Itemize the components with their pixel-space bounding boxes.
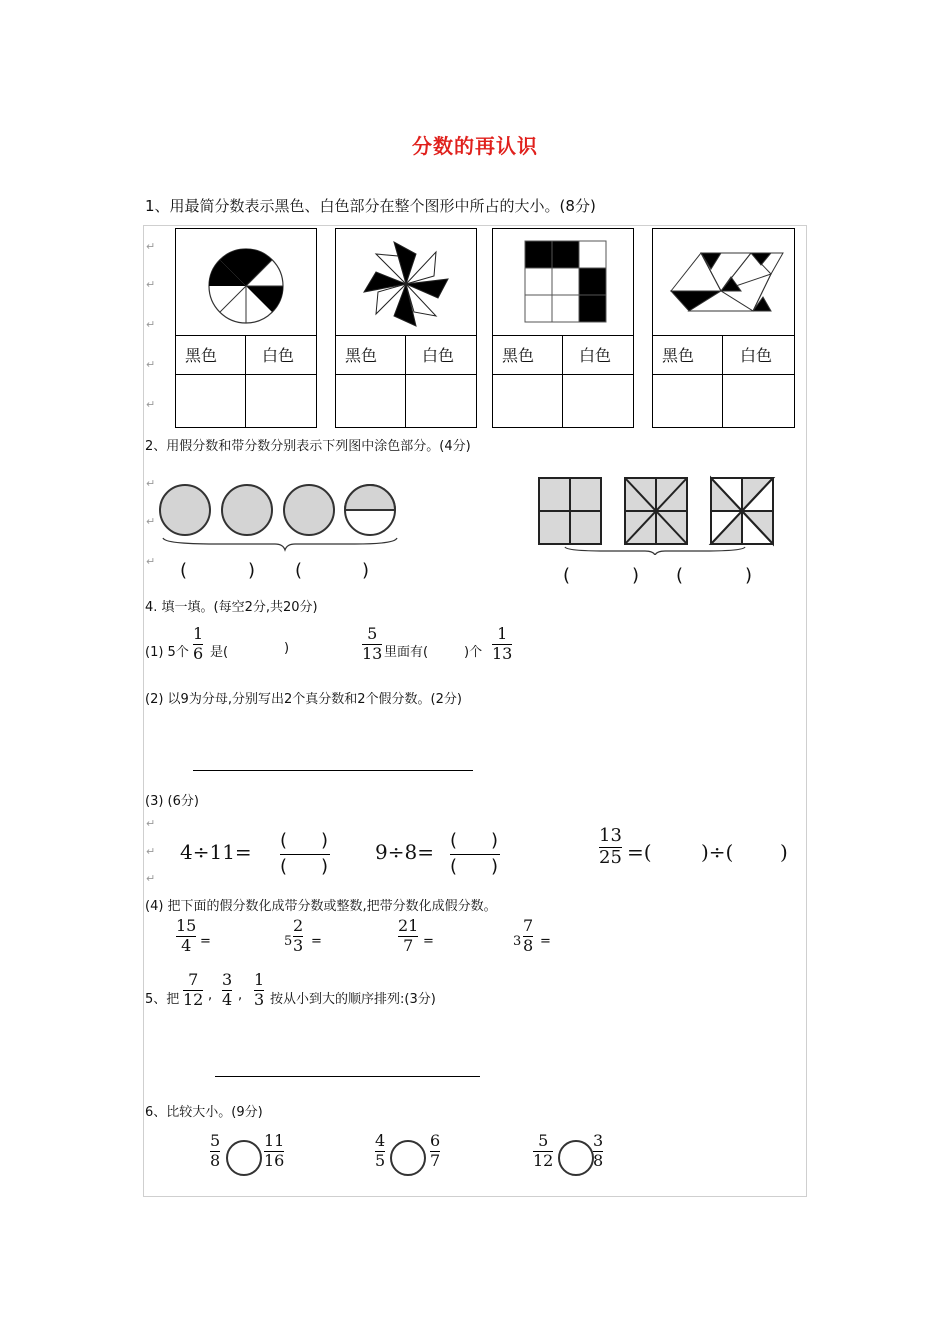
equals-sign: =: [423, 934, 434, 949]
return-mark: ↵: [146, 278, 156, 291]
question-5-text-b: 按从小到大的顺序排列:(3分): [270, 992, 436, 1007]
q4-part1-c: ): [284, 641, 290, 656]
equation-eq-paren: =(: [627, 840, 652, 864]
equals-sign: =: [311, 934, 322, 949]
fraction-5-8: 5 8: [210, 1131, 221, 1170]
blank-fraction-1[interactable]: ( ) ( ): [280, 830, 328, 877]
answer-cell-white-4[interactable]: [722, 374, 795, 428]
return-mark: ↵: [146, 817, 156, 830]
answer-paren-close: ): [745, 565, 753, 586]
mixed-5-2-3-whole: 5: [284, 934, 293, 949]
return-mark: ↵: [146, 872, 156, 885]
comma: ,: [238, 988, 243, 1003]
answer-line-part2[interactable]: [193, 770, 473, 771]
label-black: 黑色: [345, 346, 378, 365]
answer-cell-black-3[interactable]: [492, 374, 563, 428]
shaded-squares-figure: [535, 475, 780, 555]
fraction-5-12: 5 12: [533, 1131, 554, 1170]
blank-fraction-2[interactable]: ( ) ( ): [450, 830, 498, 877]
label-white: 白色: [740, 346, 773, 365]
return-mark: ↵: [146, 845, 156, 858]
figure-box-pinwheel: [335, 228, 477, 336]
answer-cell-black-2[interactable]: [335, 374, 406, 428]
label-white: 白色: [579, 346, 612, 365]
answer-cell-white-2[interactable]: [405, 374, 477, 428]
mixed-5-2-3-fraction: 2 3: [293, 916, 304, 955]
equation-4-div-11: 4÷11=: [180, 840, 252, 864]
answer-paren-close: ): [248, 560, 256, 581]
answer-line-q5[interactable]: [215, 1076, 480, 1077]
label-white: 白色: [422, 346, 455, 365]
segmented-circle-figure: [176, 229, 316, 335]
q4-part1-b: 是(: [210, 645, 229, 660]
fraction-13-25: 13 25: [599, 825, 622, 868]
q4-part4-text: (4) 把下面的假分数化成带分数或整数,把带分数化成假分数。: [145, 899, 497, 914]
answer-paren-open: (: [563, 565, 571, 586]
label-black: 黑色: [185, 346, 218, 365]
shaded-circles-figure: [155, 478, 415, 553]
mixed-3-7-8-fraction: 7 8: [523, 916, 534, 955]
return-mark: ↵: [146, 555, 156, 568]
figure-box-triangles: [652, 228, 795, 336]
pinwheel-figure: [336, 229, 476, 335]
fraction-4-5: 4 5: [375, 1131, 386, 1170]
comma: ,: [208, 988, 213, 1003]
compare-circle-1[interactable]: [226, 1140, 262, 1176]
label-black: 黑色: [502, 346, 535, 365]
return-mark: ↵: [146, 318, 156, 331]
q4-part2-text: (2) 以9为分母,分别写出2个真分数和2个假分数。(2分): [145, 692, 462, 707]
return-mark: ↵: [146, 240, 156, 253]
answer-paren-close: ): [632, 565, 640, 586]
q4-part1-e: )个: [464, 645, 483, 660]
return-mark: ↵: [146, 515, 156, 528]
equation-close-paren: ): [780, 840, 788, 864]
answer-cell-black-4[interactable]: [652, 374, 723, 428]
answer-paren-open: (: [676, 565, 684, 586]
answer-paren-open: (: [295, 560, 303, 581]
answer-paren-close: ): [362, 560, 370, 581]
answer-cell-black-1[interactable]: [175, 374, 246, 428]
q4-part1-a: (1) 5个: [145, 645, 189, 660]
fraction-21-7: 21 7: [398, 916, 419, 955]
question-1-text: 1、用最简分数表示黑色、白色部分在整个图形中所占的大小。(8分): [145, 197, 596, 215]
grid-figure: [493, 229, 633, 335]
question-4-text: 4. 填一填。(每空2分,共20分): [145, 600, 318, 615]
fraction-1-13: 1 13: [492, 624, 513, 663]
compare-circle-3[interactable]: [558, 1140, 594, 1176]
mixed-3-7-8-whole: 3: [513, 934, 522, 949]
return-mark: ↵: [146, 358, 156, 371]
return-mark: ↵: [146, 477, 156, 490]
q4-part3-text: (3) (6分): [145, 794, 199, 809]
fraction-1-3: 1 3: [254, 970, 265, 1009]
fraction-1-6: 1 6: [193, 624, 204, 663]
fraction-3-4: 3 4: [222, 970, 233, 1009]
label-white: 白色: [262, 346, 295, 365]
figure-box-circle: [175, 228, 317, 336]
q4-part1-d: 里面有(: [384, 645, 429, 660]
fraction-5-13: 5 13: [362, 624, 383, 663]
fraction-6-7: 6 7: [430, 1131, 441, 1170]
label-black: 黑色: [662, 346, 695, 365]
fraction-15-4: 15 4: [176, 916, 197, 955]
question-5-text-a: 5、把: [145, 992, 180, 1007]
page-title: 分数的再认识: [412, 134, 538, 158]
triangle-strip-figure: [653, 229, 794, 335]
fraction-11-16: 11 16: [264, 1131, 285, 1170]
question-6-text: 6、比较大小。(9分): [145, 1105, 263, 1120]
answer-cell-white-3[interactable]: [562, 374, 634, 428]
question-2-text: 2、用假分数和带分数分别表示下列图中涂色部分。(4分): [145, 439, 471, 454]
answer-cell-white-1[interactable]: [245, 374, 317, 428]
answer-paren-open: (: [180, 560, 188, 581]
fraction-7-12: 7 12: [183, 970, 204, 1009]
equation-div-paren: )÷(: [701, 840, 734, 864]
compare-circle-2[interactable]: [390, 1140, 426, 1176]
fraction-3-8: 3 8: [593, 1131, 604, 1170]
figure-box-grid: [492, 228, 634, 336]
equals-sign: =: [200, 934, 211, 949]
equals-sign: =: [540, 934, 551, 949]
equation-9-div-8: 9÷8=: [375, 840, 434, 864]
return-mark: ↵: [146, 398, 156, 411]
